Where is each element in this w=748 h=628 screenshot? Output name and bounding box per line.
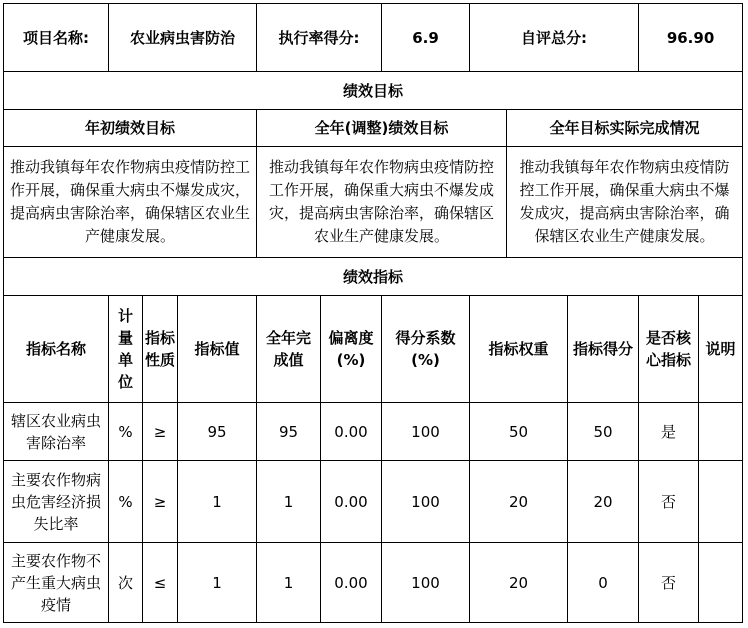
indicator-weight: 20 — [470, 543, 568, 623]
indicator-nature: ≥ — [143, 461, 178, 543]
col-header-coefficient: 得分系数(%) — [382, 296, 470, 403]
indicator-note — [699, 461, 743, 543]
col-header-score: 指标得分 — [568, 296, 639, 403]
indicator-coefficient: 100 — [382, 403, 470, 461]
indicator-unit: % — [109, 461, 143, 543]
col-header-actual: 全年完成值 — [257, 296, 321, 403]
indicator-name: 主要农作物病虫危害经济损失比率 — [4, 461, 109, 543]
indicator-target: 1 — [178, 461, 257, 543]
col-header-name: 指标名称 — [4, 296, 109, 403]
indicator-note — [699, 543, 743, 623]
goals-content-row — [4, 147, 743, 258]
indicator-target: 95 — [178, 403, 257, 461]
indicator-core: 否 — [639, 543, 699, 623]
table-row — [4, 461, 743, 543]
col-header-target: 指标值 — [178, 296, 257, 403]
project-name-label: 项目名称: — [4, 4, 109, 72]
indicator-weight: 20 — [470, 461, 568, 543]
indicators-section-title: 绩效指标 — [4, 258, 743, 296]
indicator-core: 是 — [639, 403, 699, 461]
indicator-name: 主要农作物不产生重大病虫疫情 — [4, 543, 109, 623]
execution-score-value: 6.9 — [382, 4, 470, 72]
indicator-nature: ≥ — [143, 403, 178, 461]
indicators-header-row — [4, 296, 743, 403]
execution-score-label: 执行率得分: — [257, 4, 382, 72]
col-header-nature: 指标性质 — [143, 296, 178, 403]
goals-header-row — [4, 110, 743, 147]
indicator-score: 20 — [568, 461, 639, 543]
table-row — [4, 403, 743, 461]
header-row — [4, 4, 743, 72]
indicator-coefficient: 100 — [382, 461, 470, 543]
indicator-deviation: 0.00 — [321, 403, 382, 461]
indicator-unit: % — [109, 403, 143, 461]
col-header-unit: 计量单位 — [109, 296, 143, 403]
table-row — [4, 543, 743, 623]
initial-goal-text: 推动我镇每年农作物病虫疫情防控工作开展，确保重大病虫不爆发成灾，提高病虫害除治率，确保辖区农业生产健康发展。 — [4, 147, 257, 258]
indicator-score: 0 — [568, 543, 639, 623]
adjusted-goal-text: 推动我镇每年农作物病虫疫情防控工作开展，确保重大病虫不爆发成灾，提高病虫害除治率，确保辖区农业生产健康发展。 — [257, 147, 507, 258]
indicator-core: 否 — [639, 461, 699, 543]
evaluation-table — [3, 3, 743, 623]
indicator-actual: 1 — [257, 461, 321, 543]
indicator-deviation: 0.00 — [321, 543, 382, 623]
indicator-deviation: 0.00 — [321, 461, 382, 543]
indicators-title-row — [4, 258, 743, 296]
self-evaluation-value: 96.90 — [639, 4, 743, 72]
indicator-coefficient: 100 — [382, 543, 470, 623]
adjusted-goal-header: 全年(调整)绩效目标 — [257, 110, 507, 147]
project-name-value: 农业病虫害防治 — [109, 4, 257, 72]
col-header-deviation: 偏离度(%) — [321, 296, 382, 403]
indicator-unit: 次 — [109, 543, 143, 623]
actual-completion-header: 全年目标实际完成情况 — [507, 110, 743, 147]
self-evaluation-label: 自评总分: — [470, 4, 639, 72]
indicator-actual: 95 — [257, 403, 321, 461]
indicator-nature: ≤ — [143, 543, 178, 623]
goals-title-row — [4, 72, 743, 110]
initial-goal-header: 年初绩效目标 — [4, 110, 257, 147]
indicator-name: 辖区农业病虫害除治率 — [4, 403, 109, 461]
indicator-target: 1 — [178, 543, 257, 623]
indicator-weight: 50 — [470, 403, 568, 461]
col-header-core: 是否核心指标 — [639, 296, 699, 403]
indicator-score: 50 — [568, 403, 639, 461]
indicator-note — [699, 403, 743, 461]
col-header-weight: 指标权重 — [470, 296, 568, 403]
goals-section-title: 绩效目标 — [4, 72, 743, 110]
col-header-note: 说明 — [699, 296, 743, 403]
actual-completion-text: 推动我镇每年农作物病虫疫情防控工作开展，确保重大病虫不爆发成灾，提高病虫害除治率，确保辖区农业生产健康发展。 — [507, 147, 743, 258]
indicator-actual: 1 — [257, 543, 321, 623]
